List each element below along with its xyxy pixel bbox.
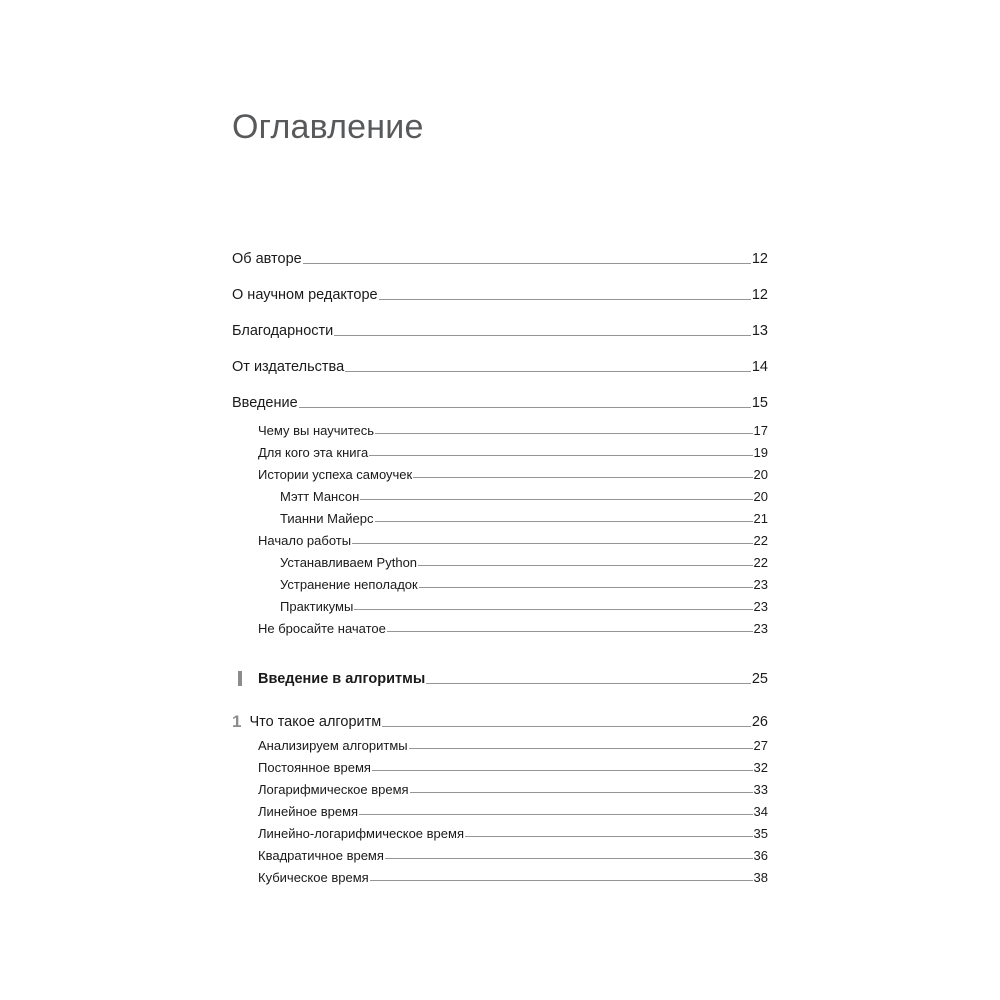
toc-page-number: 14 [751, 359, 768, 375]
toc-page-number: 38 [753, 870, 768, 885]
chapter-number: 1 [232, 712, 242, 731]
toc-entry-label: Линейное время [258, 804, 359, 819]
toc-entry[interactable] [232, 360, 768, 375]
toc-entry[interactable] [232, 396, 768, 411]
dot-leader [410, 792, 753, 793]
toc-entry[interactable] [280, 600, 768, 613]
dot-leader [426, 683, 751, 684]
toc-page-number: 36 [753, 848, 768, 863]
part-marker [238, 671, 242, 686]
dot-leader [359, 814, 752, 815]
toc-entry[interactable] [258, 871, 768, 884]
toc-entry-label: Введение в алгоритмы [258, 671, 426, 687]
toc-entry-label: Для кого эта книга [258, 445, 369, 460]
dot-leader [345, 371, 751, 372]
toc-entry-label: Постоянное время [258, 760, 371, 775]
toc-page-number: 32 [753, 760, 768, 775]
toc-entry[interactable] [258, 827, 768, 840]
toc-entry[interactable] [280, 512, 768, 525]
toc-entry-label: Устранение неполадок [280, 577, 418, 592]
dot-leader [299, 407, 751, 408]
dot-leader [375, 433, 752, 434]
dot-leader [352, 543, 752, 544]
toc-entry[interactable] [280, 556, 768, 569]
toc-page-number: 25 [751, 671, 768, 687]
toc-entry-label: Истории успеха самоучек [258, 467, 413, 482]
toc-entry-label: Начало работы [258, 533, 352, 548]
toc-entry-label: Кубическое время [258, 870, 369, 885]
toc-page-number: 12 [751, 287, 768, 303]
toc-page-number: 23 [753, 599, 768, 614]
dot-leader [413, 477, 752, 478]
toc-entry[interactable] [258, 424, 768, 437]
toc-entry-label: Логарифмическое время [258, 782, 409, 797]
dot-leader [409, 748, 753, 749]
page-title: Оглавление [232, 108, 424, 146]
toc-page-number: 12 [751, 251, 768, 267]
toc-entry[interactable] [258, 739, 768, 752]
toc-entry-label: Введение [232, 395, 298, 411]
toc-entry[interactable] [232, 324, 768, 339]
toc-page-number: 34 [753, 804, 768, 819]
toc-page-number: 26 [751, 714, 768, 730]
toc-page-number: 35 [753, 826, 768, 841]
toc-entry[interactable] [280, 490, 768, 503]
dot-leader [360, 499, 752, 500]
toc-entry-label: Чему вы научитесь [258, 423, 375, 438]
toc-page-number: 33 [753, 782, 768, 797]
toc-entry-label: Благодарности [232, 323, 334, 339]
toc-entry[interactable] [258, 783, 768, 796]
toc-entry[interactable] [258, 849, 768, 862]
toc-page-number: 22 [753, 555, 768, 570]
dot-leader [354, 609, 752, 610]
toc-page-number: 20 [753, 489, 768, 504]
toc-entry[interactable] [232, 252, 768, 267]
toc-page-number: 23 [753, 621, 768, 636]
toc-entry[interactable] [258, 468, 768, 481]
toc-entry[interactable] [258, 534, 768, 547]
dot-leader [379, 299, 751, 300]
dot-leader [418, 565, 752, 566]
dot-leader [334, 335, 751, 336]
toc-chapter-entry[interactable] [232, 712, 768, 730]
dot-leader [465, 836, 753, 837]
toc-entry[interactable] [258, 761, 768, 774]
toc-entry-label: Мэтт Мансон [280, 489, 360, 504]
dot-leader [375, 521, 753, 522]
toc-page-number: 21 [753, 511, 768, 526]
dot-leader [303, 263, 751, 264]
toc-part-entry[interactable] [232, 672, 768, 687]
toc-page-number: 23 [753, 577, 768, 592]
toc-entry[interactable] [258, 805, 768, 818]
toc-page-number: 20 [753, 467, 768, 482]
toc-entry-label: Тианни Майерс [280, 511, 374, 526]
toc-page-number: 15 [751, 395, 768, 411]
toc-entry-label: Анализируем алгоритмы [258, 738, 408, 753]
toc-entry-label: О научном редакторе [232, 287, 378, 303]
toc-page-number: 13 [751, 323, 768, 339]
dot-leader [419, 587, 753, 588]
toc-entry[interactable] [258, 622, 768, 635]
toc-entry-label: Не бросайте начатое [258, 621, 386, 636]
dot-leader [382, 726, 751, 727]
toc-entry-label: От издательства [232, 359, 345, 375]
toc-entry[interactable] [258, 446, 768, 459]
dot-leader [385, 858, 753, 859]
toc-entry[interactable] [280, 578, 768, 591]
toc-entry[interactable] [232, 288, 768, 303]
dot-leader [369, 455, 752, 456]
toc-entry-label: Что такое алгоритм [249, 714, 382, 730]
toc-page-number: 19 [753, 445, 768, 460]
toc-entry-label: Практикумы [280, 599, 354, 614]
toc-page-number: 17 [753, 423, 768, 438]
dot-leader [370, 880, 753, 881]
toc-page-number: 22 [753, 533, 768, 548]
dot-leader [387, 631, 753, 632]
toc-entry-label: Устанавливаем Python [280, 555, 418, 570]
dot-leader [372, 770, 753, 771]
toc-entry-label: Квадратичное время [258, 848, 384, 863]
toc-entry-label: Линейно-логарифмическое время [258, 826, 464, 841]
toc-page-number: 27 [753, 738, 768, 753]
toc-entry-label: Об авторе [232, 251, 302, 267]
